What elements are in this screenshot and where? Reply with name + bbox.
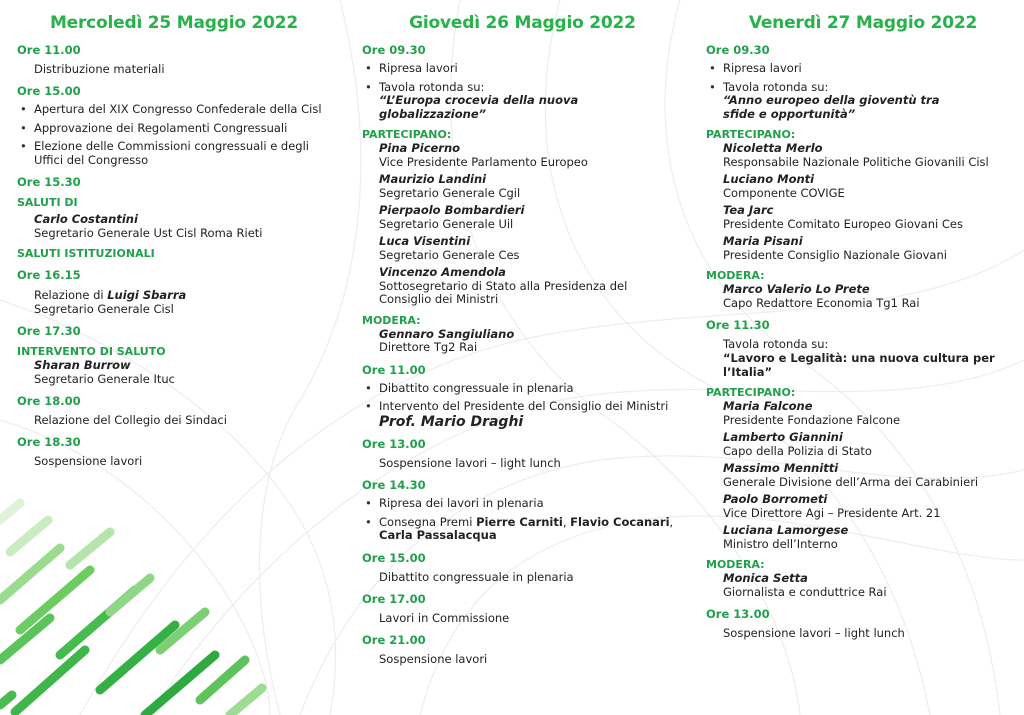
premio-name: Flavio Cocanari <box>570 514 670 529</box>
tavola-title: “Anno europeo della gioventù tra sfide e opportunità” <box>723 93 940 121</box>
person-role: Generale Divisione dell’Arma dei Carabinieri <box>723 474 979 489</box>
time-2100: Ore 21.00 <box>362 632 426 647</box>
relazione-prefix: Relazione di <box>34 288 108 302</box>
person-role: Presidente Fondazione Falcone <box>723 412 901 427</box>
draghi-name: Prof. Mario Draghi <box>379 413 524 430</box>
moderator <box>723 283 1022 310</box>
person <box>723 400 1022 427</box>
partecipano-label: PARTECIPANO: <box>362 128 452 141</box>
time-1300: Ore 13.00 <box>362 437 426 451</box>
list-1430 <box>360 497 685 543</box>
person-costantini <box>34 213 333 240</box>
person <box>723 235 1022 262</box>
light-lunch-text: Sospensione lavori – light lunch <box>723 626 905 640</box>
modera-label: MODERA: <box>362 313 421 327</box>
person-name: Pina Picerno <box>379 141 461 155</box>
time-1615: Ore 16.15 <box>17 268 81 282</box>
relazione-text <box>34 288 333 302</box>
person <box>379 235 685 262</box>
time-0930: Ore 09.30 <box>362 43 426 57</box>
person-name: Maurizio Landini <box>379 172 487 186</box>
person-role: Vice Direttore Agi – Presidente Art. 21 <box>723 505 941 520</box>
separator: , <box>562 514 571 529</box>
sospensione-text: Sospensione lavori <box>379 651 488 666</box>
person-role: Segretario Generale Uil <box>379 216 514 231</box>
person <box>723 204 1022 231</box>
person-name: Luciano Monti <box>723 172 815 186</box>
consegna-text: Consegna Premi <box>379 514 477 529</box>
person-role: Ministro dell’Interno <box>723 536 838 551</box>
time-1730: Ore 17.30 <box>17 324 81 338</box>
day1-title: Mercoledì 25 Maggio 2022 <box>49 13 299 33</box>
moderator <box>723 572 1022 599</box>
person-role: Capo della Polizia di Stato <box>723 443 872 458</box>
list-item: • Ripresa lavori <box>379 62 685 76</box>
person-role: Segretario Generale Ituc <box>34 371 175 386</box>
partecipano-label: PARTECIPANO: <box>706 128 796 141</box>
person-role: Presidente Consiglio Nazionale Giovani <box>723 247 947 262</box>
person-role: Vice Presidente Parlamento Europeo <box>379 154 588 169</box>
person-name: Lamberto Giannini <box>723 430 843 444</box>
time-0930: Ore 09.30 <box>706 43 770 57</box>
distribuzione-text: Distribuzione materiali <box>34 62 165 76</box>
time-1130: Ore 11.30 <box>706 318 770 332</box>
person-role: Segretario Generale Ces <box>379 247 520 262</box>
person-name: Vincenzo Amendola <box>379 265 506 279</box>
list-item <box>379 400 685 429</box>
list-item <box>379 81 685 122</box>
day3-title: Venerdì 27 Maggio 2022 <box>748 13 978 33</box>
premio-name: Carla Passalacqua <box>379 528 497 542</box>
list-1500 <box>15 103 333 167</box>
list-item: • Ripresa dei lavori in plenaria <box>379 497 685 511</box>
person <box>723 524 1022 551</box>
person-role: Presidente Comitato Europeo Giovani Ces <box>723 216 963 231</box>
person-role: Segretario Generale Cgil <box>379 185 521 200</box>
person-burrow <box>34 359 333 386</box>
person-name: Sharan Burrow <box>34 358 131 372</box>
person <box>723 173 1022 200</box>
person-name: Carlo Costantini <box>34 212 138 226</box>
person-role: Giornalista e conduttrice Rai <box>723 584 887 599</box>
person-name: Luca Visentini <box>379 234 471 248</box>
person <box>723 493 1022 520</box>
dibattito-text: Dibattito congressuale in plenaria <box>379 569 574 584</box>
person-name: Massimo Mennitti <box>723 461 839 475</box>
time-1830: Ore 18.30 <box>17 435 81 449</box>
person-role: Componente COVIGE <box>723 185 845 200</box>
list-item: • Ripresa lavori <box>723 62 1022 76</box>
list-item <box>723 81 1022 122</box>
collegio-text: Relazione del Collegio dei Sindaci <box>34 413 227 427</box>
premio-name: Pierre Carniti <box>476 514 563 529</box>
tavola2-quote: “Lavoro e Legalità: una nuova cultura per l’Italia” <box>723 351 995 379</box>
time-1500: Ore 15.00 <box>362 550 426 565</box>
person <box>723 462 1022 489</box>
light-lunch-text: Sospensione lavori – light lunch <box>379 456 561 470</box>
person-name: Maria Falcone <box>723 399 813 413</box>
person <box>379 266 685 307</box>
commissione-text: Lavori in Commissione <box>379 610 510 625</box>
list-item <box>379 516 685 543</box>
list-0930 <box>704 62 1022 121</box>
list-item: • Dibattito congressuale in plenaria <box>379 382 685 396</box>
green-dashes <box>0 503 262 715</box>
time-1700: Ore 17.00 <box>362 591 426 606</box>
person-role: Capo Redattore Economia Tg1 Rai <box>723 295 920 310</box>
moderator <box>379 328 685 355</box>
separator: , <box>669 514 674 529</box>
time-1100: Ore 11.00 <box>362 362 426 377</box>
relazione-name: Luigi Sbarra <box>107 288 187 302</box>
sospensione-text: Sospensione lavori <box>34 454 143 468</box>
saluti-label: SALUTI DI <box>17 196 78 209</box>
list-item: • Elezione delle Commissioni congressuali e degli Uffici del Congresso <box>34 140 333 167</box>
intervento-text: Intervento del Presidente del Consiglio dei Ministri <box>379 399 669 413</box>
person-role: Sottosegretario di Stato alla Presidenza del Consiglio dei Ministri <box>379 278 628 306</box>
saluti-istituzionali-label: SALUTI ISTITUZIONALI <box>17 247 155 260</box>
tavola2-label: Tavola rotonda su: <box>723 337 829 351</box>
person-role: Responsabile Nazionale Politiche Giovanili Cisl <box>723 154 989 169</box>
modera-label: MODERA: <box>706 269 765 282</box>
column-day1 <box>15 0 333 471</box>
time-1300: Ore 13.00 <box>706 607 770 621</box>
tavola-title: “L’Europa crocevia della nuova globalizzazione” <box>379 93 579 121</box>
person-name: Maria Pisani <box>723 234 803 248</box>
modera-label: MODERA: <box>706 558 765 571</box>
relazione-role: Segretario Generale Cisl <box>34 302 174 316</box>
intervento-label: INTERVENTO DI SALUTO <box>17 345 166 358</box>
partecipano-label: PARTECIPANO: <box>706 386 796 399</box>
tavola-label: Tavola rotonda su: <box>379 79 485 94</box>
person-role: Segretario Generale Ust Cisl Roma Rieti <box>34 225 263 240</box>
person-name: Marco Valerio Lo Prete <box>723 282 870 296</box>
time-1100: Ore 11.00 <box>17 43 81 57</box>
column-day3 <box>704 0 1022 643</box>
person <box>379 142 685 169</box>
person-name: Monica Setta <box>723 571 808 585</box>
person-name: Nicoletta Merlo <box>723 141 823 155</box>
person <box>379 204 685 231</box>
person-name: Pierpaolo Bombardieri <box>379 203 525 217</box>
list-1100 <box>360 382 685 430</box>
time-1800: Ore 18.00 <box>17 394 81 408</box>
time-1430: Ore 14.30 <box>362 478 426 492</box>
time-1500: Ore 15.00 <box>17 84 81 98</box>
person <box>723 431 1022 458</box>
list-0930 <box>360 62 685 121</box>
list-item: • Apertura del XIX Congresso Confederale della Cisl <box>34 103 333 117</box>
time-1530: Ore 15.30 <box>17 175 81 189</box>
person-name: Paolo Borrometi <box>723 492 828 506</box>
column-day2 <box>360 0 685 669</box>
person <box>723 142 1022 169</box>
person-name: Gennaro Sangiuliano <box>379 326 515 341</box>
tavola2-title <box>723 351 1022 379</box>
person-name: Tea Jarc <box>723 203 774 217</box>
person-role: Direttore Tg2 Rai <box>379 340 478 354</box>
person-name: Luciana Lamorgese <box>723 523 849 537</box>
person <box>379 173 685 200</box>
tavola-label: Tavola rotonda su: <box>723 79 829 94</box>
day2-title: Giovedì 26 Maggio 2022 <box>409 13 636 33</box>
list-item: • Approvazione dei Regolamenti Congressuali <box>34 122 333 136</box>
